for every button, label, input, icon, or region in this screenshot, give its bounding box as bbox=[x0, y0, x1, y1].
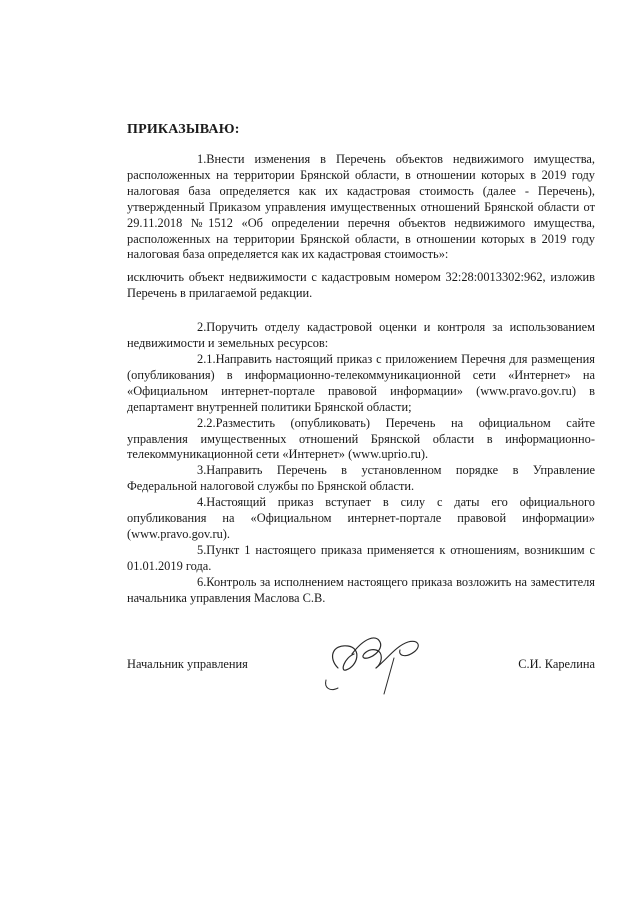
paragraph-text: Поручить отделу кадастровой оценки и контроля за использованием недвижимости и земельных ресурсов: bbox=[127, 320, 595, 351]
paragraph-text: Пункт 1 настоящего приказа применяется к отношениям, возникшим с 01.01.2019 года. bbox=[127, 542, 595, 573]
paragraph-number: 2.1. bbox=[197, 351, 216, 366]
paragraph-2-2 bbox=[127, 416, 595, 464]
paragraph-6 bbox=[127, 575, 595, 607]
signatory-name: С.И. Карелина bbox=[518, 657, 595, 671]
paragraph-number: 2.2. bbox=[197, 415, 216, 430]
paragraph-2 bbox=[127, 320, 595, 352]
paragraph-number: 6. bbox=[197, 574, 207, 589]
paragraph-number: 1. bbox=[197, 152, 207, 166]
paragraph-text: Внести изменения в Перечень объектов недвижимого имущества, расположенных на территории Брянской области, в отношении которых в 2019 году налоговая база определяется как их кадастровая стоимость (далее - Перечень), утвержденный Приказом управления имущественных отношений Брянской области от 29.11.2018 №1512 «Об определении перечня объектов недвижимого имущества, расположенных на территории Брянской области, в отношении которых в 2019 году налоговая база определяется как их кадастровая стоимость»: bbox=[127, 152, 595, 262]
paragraph-1 bbox=[127, 152, 595, 263]
document-body bbox=[127, 152, 595, 606]
paragraph-number: 4. bbox=[197, 495, 207, 510]
paragraph-5 bbox=[127, 543, 595, 575]
paragraph-number: 2. bbox=[197, 320, 207, 335]
paragraph-text: Контроль за исполнением настоящего приказа возложить на заместителя начальника управления Маслова С.В. bbox=[127, 574, 595, 605]
paragraph-number: 3. bbox=[197, 463, 207, 478]
paragraph-text: Направить Перечень в установленном порядке в Управление Федеральной налоговой службы по Брянской области. bbox=[127, 463, 595, 494]
signatory-position: Начальник управления bbox=[127, 657, 248, 671]
paragraph-1-continuation: исключить объект недвижимости с кадастровым номером 32:28:0013302:962, изложив Перечень в прилагаемой редакции. bbox=[127, 270, 595, 301]
paragraph-text: Настоящий приказ вступает в силу с даты его официального опубликования на «Официальном интернет-портале правовой информации» (www.pravo.gov.ru). bbox=[127, 495, 595, 541]
handwritten-signature bbox=[318, 628, 438, 698]
paragraph-text: Разместить (опубликовать) Перечень на официальном сайте управления имущественных отношений Брянской области в информационно-телекоммуникационной сети «Интернет» (www.uprio.ru). bbox=[127, 415, 595, 462]
paragraph-number: 5. bbox=[197, 542, 207, 557]
paragraph-text: Направить настоящий приказ с приложением Перечня для размещения (опубликования) в информационно-телекоммуникационной сети «Интернет» на «Официальном интернет-портале правовой информации» (www.pravo.gov.ru) в департамент внутренней политики Брянской области; bbox=[127, 351, 595, 414]
paragraph-3 bbox=[127, 463, 595, 495]
paragraph-4 bbox=[127, 495, 595, 543]
paragraph-2-1 bbox=[127, 352, 595, 416]
order-heading: ПРИКАЗЫВАЮ: bbox=[127, 122, 240, 137]
